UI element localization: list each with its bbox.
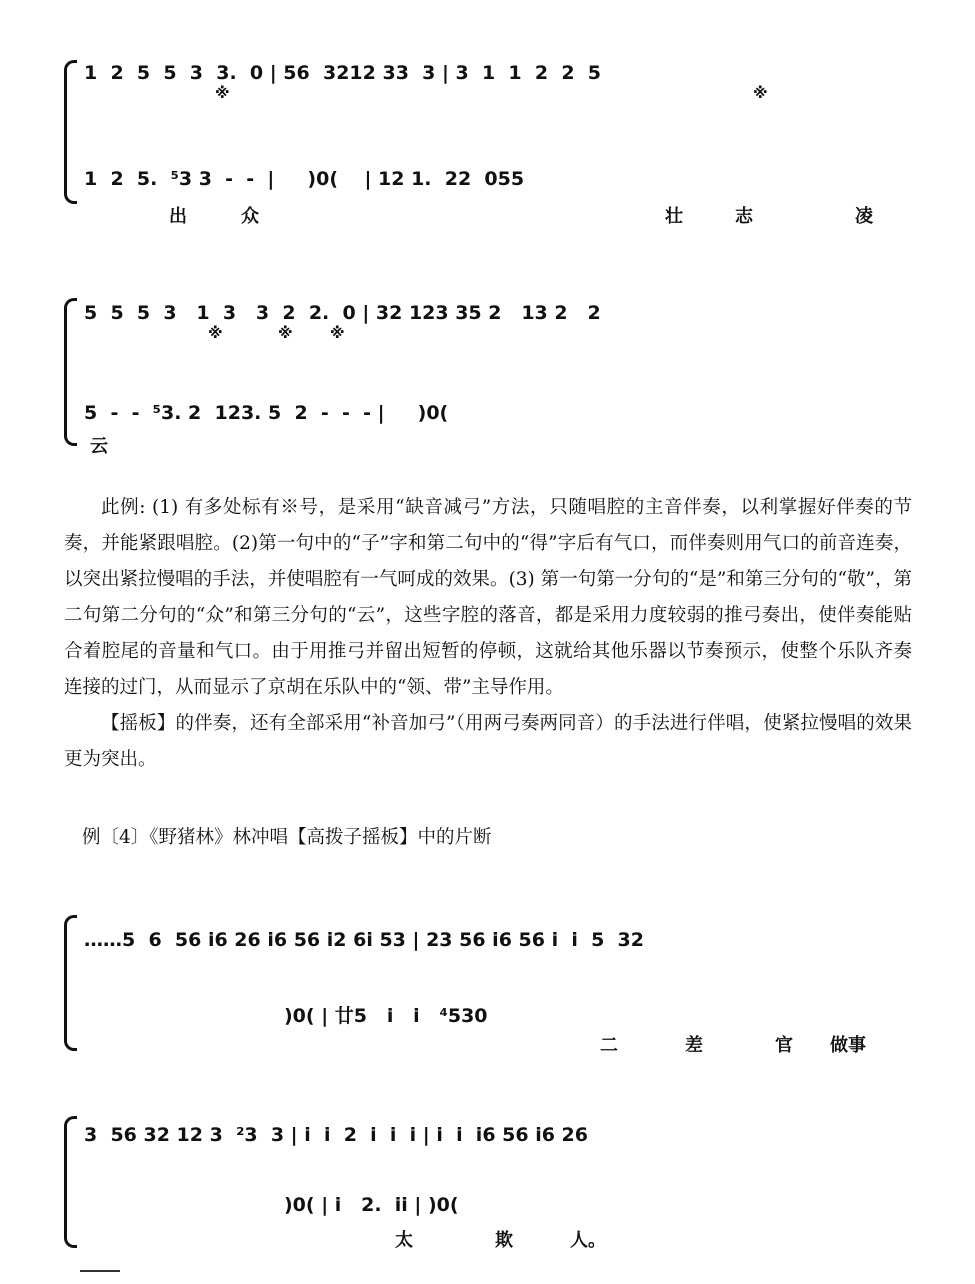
score-system-4 — [60, 1110, 930, 1260]
score-system-1 — [60, 42, 930, 232]
system-brace — [64, 298, 77, 446]
notes-lower: 1 2 5. ⁵3 3 - - | )0( | 12 1. 22 055 — [84, 168, 525, 190]
reduced-bow-mark: ※ — [215, 84, 230, 102]
lyric-char: 太 — [395, 1230, 413, 1251]
lyric-char: 差 — [685, 1035, 703, 1056]
reduced-bow-mark: ※ — [278, 324, 293, 342]
notes-lower: )0( | 廿5 i i ⁴530 — [284, 1005, 488, 1027]
reduced-bow-mark: ※ — [330, 324, 345, 342]
notes-upper: 1 2 5 5 3 3. 0 | 56 3212 33 3 | 3 1 1 2 2 5 — [84, 62, 601, 84]
score-system-3 — [60, 915, 930, 1065]
accompaniment-line — [84, 62, 930, 92]
vocal-line — [84, 402, 930, 432]
reduced-bow-mark: ※ — [753, 84, 768, 102]
lyric-char: 人。 — [570, 1230, 606, 1251]
lyric-char: 众 — [241, 206, 259, 227]
notes-upper: 3 56 32 12 3 ²3 3 | i i 2 i i i | i i i6 56 i6 26 — [84, 1124, 589, 1146]
notes-lower: )0( | i 2. ii | )0( — [284, 1194, 459, 1216]
example-title: 例〔4〕《野猪林》林冲唱【高拨子摇板】中的片断 — [82, 827, 492, 848]
notes-lower: 5 - - ⁵3. 2 123. 5 2 - - - | )0( — [84, 402, 449, 424]
reduced-bow-mark: ※ — [208, 324, 223, 342]
lyric-char: 凌 — [855, 206, 873, 227]
score-system-2 — [60, 282, 930, 457]
paragraph: 此例: (1) 有多处标有※号，是采用“缺音减弓”方法，只随唱腔的主音伴奏，以利掌握好伴奏的节奏，并能紧跟唱腔。(2)第一句中的“子”字和第二句中的“得”字后有气口，而伴奏则用气口的前音连奏，以突出紧拉慢唱的手法，并使唱腔有一气呵成的效果。(3) 第一句第一分句的“是”和第三分句的“敬”，第二句第二分句的“众”和第三分句的“云”，这些字腔的落音，都是采用力度较弱的推弓奏出，使伴奏能贴合着腔尾的音量和气口。由于用推弓并留出短暂的停顿，这就给其他乐器以节奏预示，使整个乐队齐奏连接的过门，从而显示了京胡在乐队中的“领、带”主导作用。 — [64, 497, 912, 698]
notes-upper: 5 5 5 3 1 3 3 2 2. 0 | 32 123 35 2 13 2 2 — [84, 302, 601, 324]
accompaniment-line — [84, 1124, 930, 1154]
lyric-char: 云 — [90, 436, 108, 457]
accompaniment-line — [84, 929, 930, 959]
lyric-char: 做事 — [830, 1035, 866, 1056]
lyric-char: 壮 — [665, 206, 683, 227]
system-brace — [64, 915, 77, 1051]
vocal-line — [84, 1194, 930, 1224]
paragraph: 【摇板】的伴奏，还有全部采用“补音加弓”（用两弓奏两同音）的手法进行伴唱，使紧拉慢唱的效果更为突出。 — [64, 713, 912, 770]
system-brace — [64, 60, 77, 204]
vocal-line — [84, 1001, 930, 1031]
notes-upper: ……5 6 56 i6 26 i6 56 i2 6i 53 | 23 56 i6 56 i i 5 32 — [84, 929, 644, 951]
lyric-char: 出 — [169, 206, 187, 227]
lyric-char: 欺 — [495, 1230, 513, 1251]
lyric-char: 官 — [775, 1035, 793, 1056]
commentary-text — [64, 490, 912, 778]
lyric-char: 志 — [735, 206, 753, 227]
page-footer-rule — [80, 1270, 120, 1272]
lyric-char: 二 — [600, 1035, 618, 1056]
vocal-line — [84, 168, 930, 198]
system-brace — [64, 1116, 77, 1248]
